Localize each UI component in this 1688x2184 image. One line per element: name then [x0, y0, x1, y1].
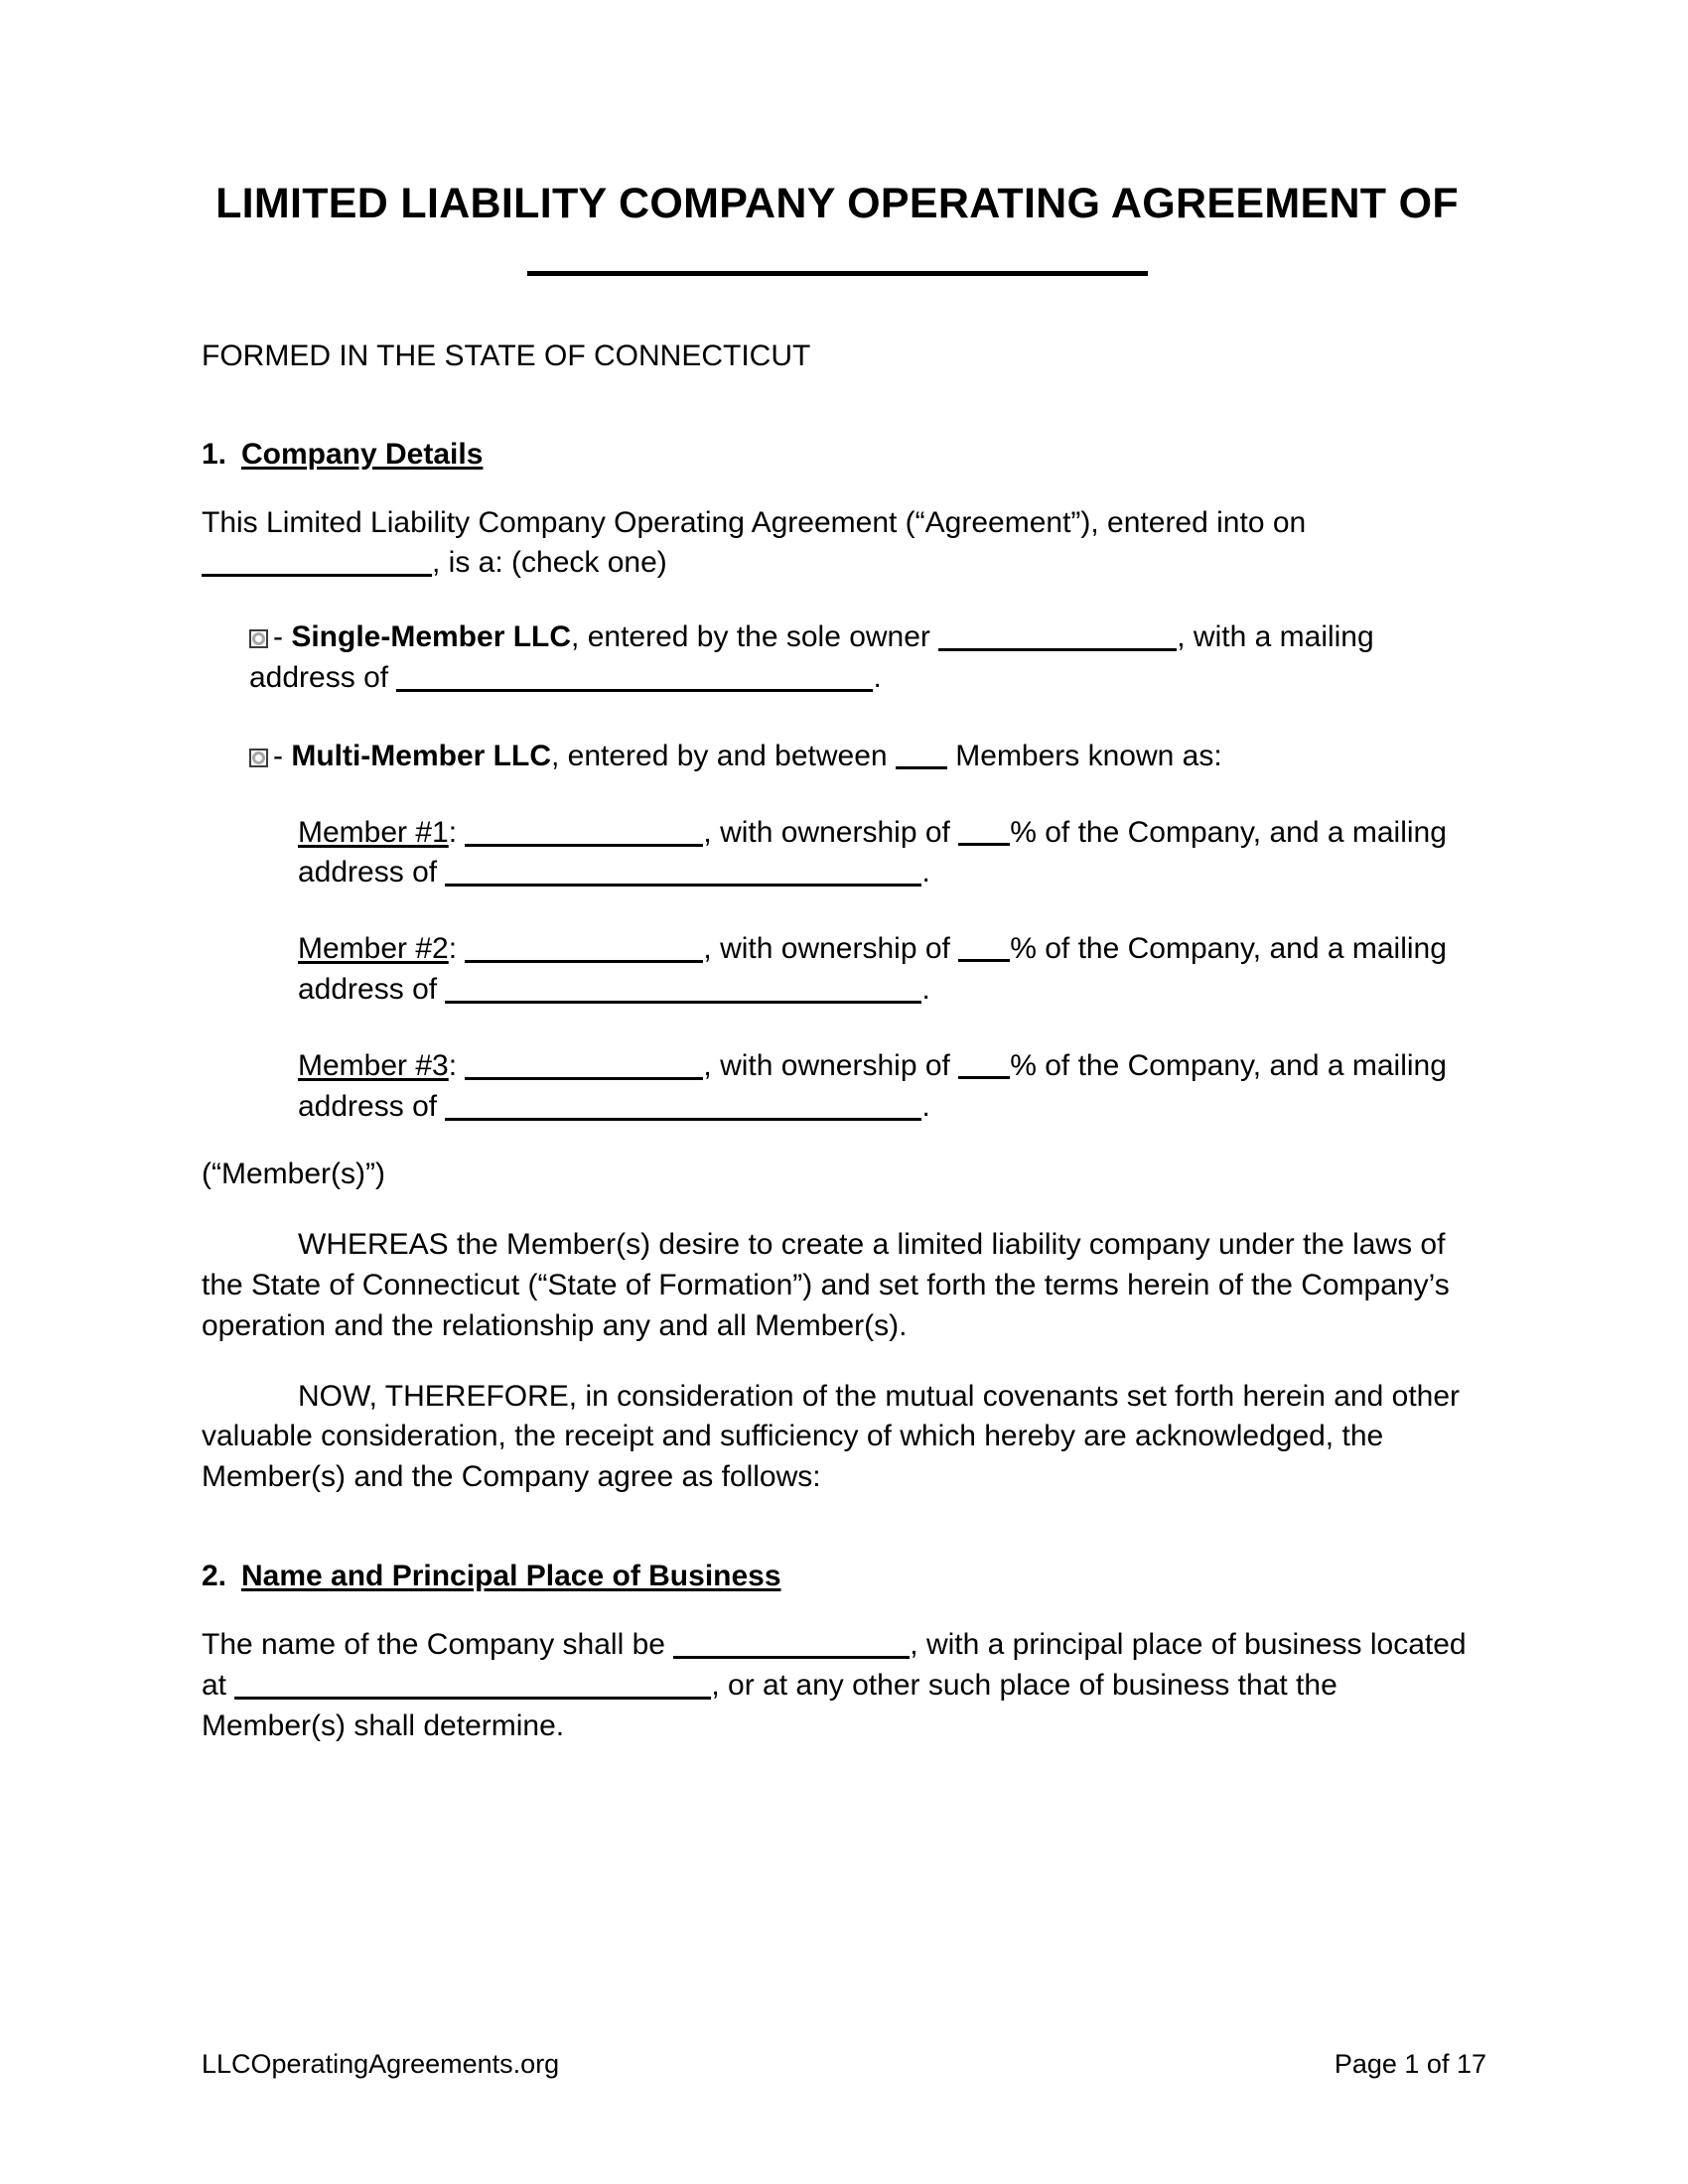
now-therefore-paragraph: NOW, THEREFORE, in consideration of the mutual covenants set forth herein and other valuable consideration, the receipt and sufficiency of which hereby are acknowledged, the Member(s) and the Company agree as follows:	[202, 1379, 1461, 1494]
company-name-blank[interactable]	[527, 271, 1148, 276]
option-multi-label: Multi-Member LLC	[291, 739, 551, 772]
option-single-text3: .	[873, 661, 882, 695]
member-2-ownership-blank[interactable]	[958, 959, 1010, 962]
section-2-text1: The name of the Company shall be	[202, 1627, 665, 1661]
member-1-text1: , with ownership of	[703, 815, 950, 849]
option-multi-text1: , entered by and between	[550, 739, 888, 772]
member-count-blank[interactable]	[896, 766, 947, 769]
section-1-intro	[202, 474, 1473, 585]
member-2-block	[202, 893, 1473, 1011]
member-2-label: Member #2	[298, 932, 449, 966]
member-3-address-blank[interactable]	[445, 1118, 921, 1121]
member-2-text1: , with ownership of	[703, 932, 950, 966]
sole-owner-address-blank[interactable]	[396, 689, 873, 692]
member-3-text1: , with ownership of	[703, 1048, 950, 1082]
section-2-body	[202, 1595, 1473, 1746]
option-multi-member-row[interactable]	[202, 699, 1473, 777]
member-1-ownership-blank[interactable]	[958, 843, 1010, 846]
member-3-name-blank[interactable]	[465, 1077, 703, 1080]
member-3-text2: % of the Company, and a mailing address of	[298, 1048, 1447, 1123]
member-2-address-blank[interactable]	[445, 1001, 921, 1004]
option-single-member-row[interactable]	[202, 584, 1473, 699]
state-of-formation-line: FORMED IN THE STATE OF CONNECTICUT	[202, 340, 811, 373]
member-1-address-blank[interactable]	[445, 884, 921, 887]
whereas-paragraph: WHEREAS the Member(s) desire to create a limited liability company under the laws of the State of Connecticut (“State of Formation”) and set forth the terms herein of the Company’s operation and the relationship any and all Member(s).	[202, 1228, 1450, 1342]
agreement-date-blank[interactable]	[202, 574, 432, 577]
member-1-colon: :	[448, 815, 458, 849]
section-1-number: 1.	[202, 437, 227, 471]
member-1-block	[202, 777, 1473, 894]
sole-owner-blank[interactable]	[938, 648, 1177, 651]
section-1-title: Company Details	[241, 437, 484, 471]
member-1-label: Member #1	[298, 815, 449, 849]
section-2-heading	[202, 1498, 1473, 1595]
option-single-dash: -	[273, 620, 292, 654]
section-2-number: 2.	[202, 1559, 227, 1592]
page-footer	[202, 2048, 1486, 2080]
document-content	[202, 0, 1473, 1746]
option-single-text2: , with a mailing address of	[249, 620, 1374, 695]
footer-site-name: LLCOperatingAgreements.org	[202, 2049, 560, 2079]
footer-page-number: Page 1 of 17	[1334, 2049, 1486, 2079]
member-1-text3: .	[921, 856, 930, 889]
member-2-text2: % of the Company, and a mailing address of	[298, 932, 1447, 1006]
member-2-text3: .	[921, 973, 930, 1006]
option-single-label: Single-Member LLC	[291, 620, 572, 654]
member-3-block	[202, 1011, 1473, 1128]
section-2-text2: , with a principal place of business located at	[202, 1627, 1467, 1702]
option-box-icon[interactable]	[249, 749, 268, 767]
page-title: LIMITED LIABILITY COMPANY OPERATING AGREEMENT OF	[215, 180, 1459, 227]
section-2-title: Name and Principal Place of Business	[241, 1559, 781, 1592]
company-name-field-blank[interactable]	[673, 1656, 910, 1659]
member-2-colon: :	[448, 932, 458, 966]
option-multi-text2: Members known as:	[955, 739, 1222, 772]
member-3-label: Member #3	[298, 1048, 449, 1082]
member-3-text3: .	[921, 1089, 930, 1123]
member-2-name-blank[interactable]	[465, 960, 703, 963]
member-1-text2: % of the Company, and a mailing address of	[298, 815, 1447, 889]
company-name-blank-row	[202, 231, 1473, 283]
section-1-intro-part2: , is a: (check one)	[432, 546, 667, 580]
option-box-icon[interactable]	[249, 629, 268, 648]
member-3-ownership-blank[interactable]	[958, 1076, 1010, 1079]
members-defined-term: (“Member(s)”)	[202, 1158, 385, 1191]
option-single-text1: , entered by the sole owner	[571, 620, 930, 654]
section-1-intro-part1: This Limited Liability Company Operating Agreement (“Agreement”), entered into on	[202, 505, 1307, 539]
member-1-name-blank[interactable]	[465, 844, 703, 847]
option-multi-dash: -	[273, 739, 292, 772]
principal-place-blank[interactable]	[234, 1697, 711, 1700]
section-1-heading	[202, 376, 1473, 474]
section-2-text3: , or at any other such place of business that the Member(s) shall determine.	[202, 1668, 1337, 1742]
member-3-colon: :	[448, 1048, 458, 1082]
